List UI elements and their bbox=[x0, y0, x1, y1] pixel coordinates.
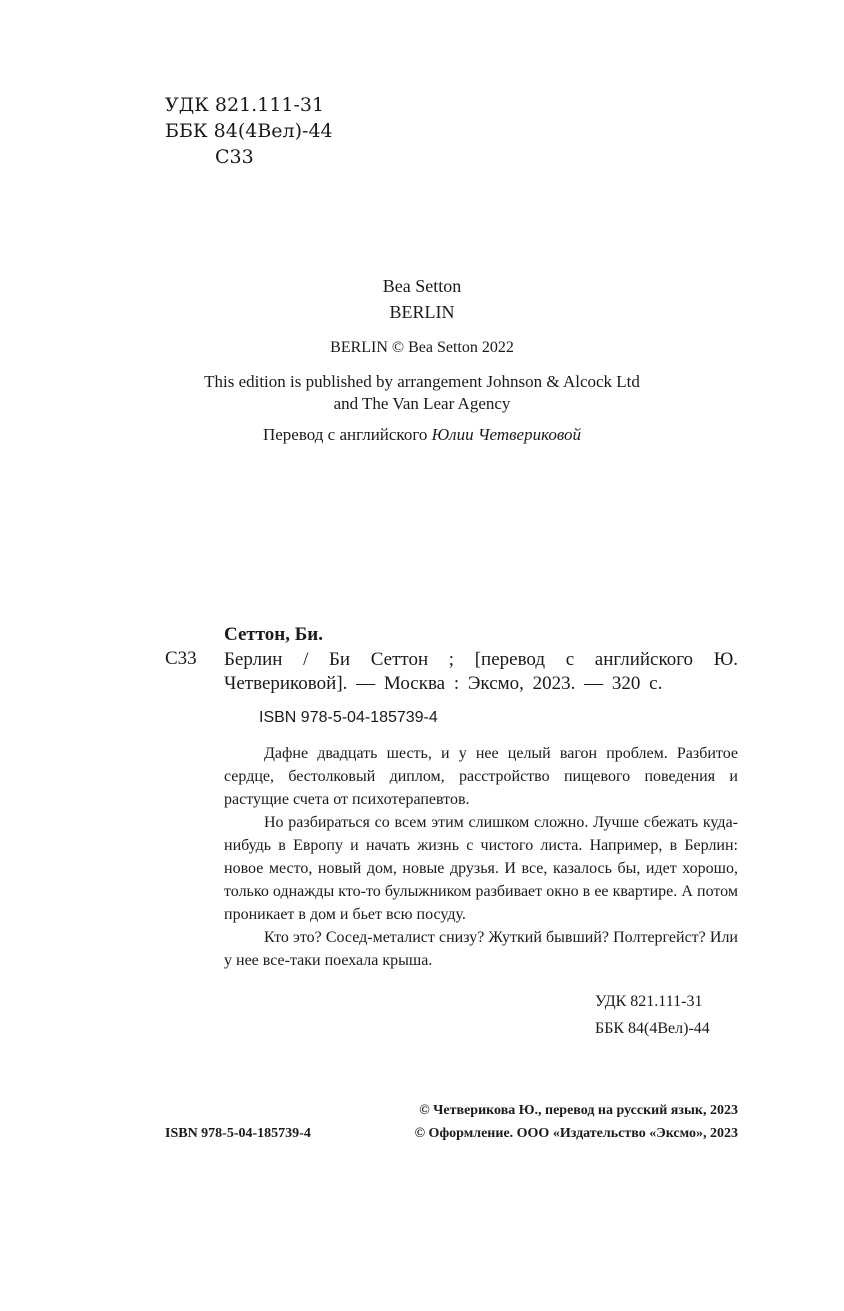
bibliography-author: Сеттон, Би. bbox=[224, 624, 324, 645]
translation-prefix: Перевод с английского bbox=[262, 425, 428, 444]
original-author: Bea Setton bbox=[382, 276, 462, 296]
udk-code: УДК 821.111-31 bbox=[165, 94, 325, 116]
translation-credit bbox=[0, 425, 844, 445]
footer-isbn: ISBN 978-5-04-185739-4 bbox=[165, 1126, 311, 1141]
bibliography-description: Берлин / Би Сеттон ; [перевод с английского Ю. Четвериковой]. — Москва : Эксмо, 2023. — 320 с. bbox=[224, 649, 738, 694]
annotation-classification-codes bbox=[595, 988, 710, 1042]
bbk-code: ББК 84(4Вел)-44 bbox=[165, 120, 333, 142]
annotation-paragraph-1: Дафне двадцать шесть, и у нее целый вагон проблем. Разбитое сердце, бестолковый диплом, расстройство пищевого поведения и растущие счета от психотерапевтов. bbox=[224, 745, 738, 808]
bibliography-isbn: ISBN 978-5-04-185739-4 bbox=[259, 709, 438, 726]
udk-code-right: УДК 821.111-31 bbox=[595, 993, 703, 1010]
translation-copyright: © Четверикова Ю., перевод на русский язык, 2023 bbox=[419, 1103, 738, 1118]
original-title: BERLIN bbox=[389, 302, 455, 322]
imprint-footer bbox=[165, 1099, 738, 1145]
original-copyright: BERLIN © Bea Setton 2022 bbox=[330, 339, 514, 356]
design-copyright: © Оформление. ООО «Издательство «Эксмо», 2023 bbox=[414, 1126, 738, 1141]
edition-line-1: This edition is published by arrangement Johnson & Alcock Ltd bbox=[204, 372, 640, 391]
bibliography-code: С33 bbox=[165, 648, 197, 669]
annotation-paragraph-3: Кто это? Сосед-металист снизу? Жуткий бывший? Полтергейст? Или у нее все-таки поехала крыша. bbox=[224, 929, 738, 969]
edition-line-2: and The Van Lear Agency bbox=[333, 394, 511, 413]
bbk-code-right: ББК 84(4Вел)-44 bbox=[595, 1020, 710, 1037]
book-annotation bbox=[224, 742, 738, 972]
translator-name: Юлии Четвериковой bbox=[431, 425, 582, 444]
edition-notice bbox=[0, 371, 844, 415]
header-classification-codes bbox=[165, 92, 333, 170]
author-code: С33 bbox=[215, 146, 254, 168]
annotation-paragraph-2: Но разбираться со всем этим слишком сложно. Лучше сбежать куда-нибудь в Европу и начать жизнь с чистого листа. Например, в Берлин: новое место, новый дом, новые друзья. И все, казалось бы, идет хорошо, только однажды кто-то булыжником разбивает окно в ее квартире. А потом проникает в дом и бьет всю посуду. bbox=[224, 814, 738, 923]
